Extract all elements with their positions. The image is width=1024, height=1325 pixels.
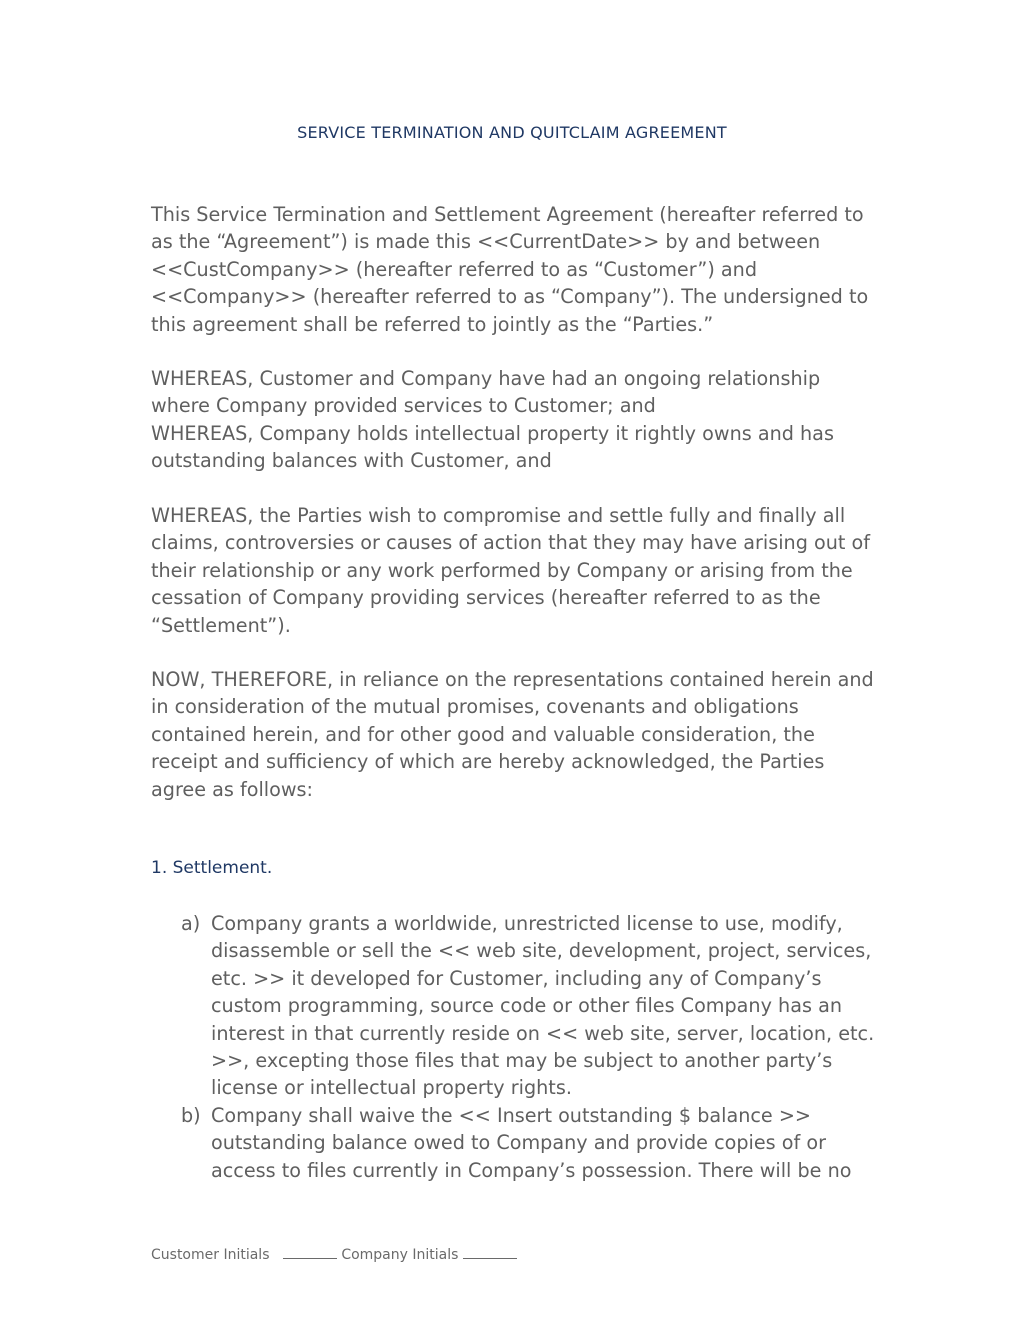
list-item-text: Company shall waive the << Insert outstanding $ balance >> outstanding balance owed to Company and provide copies of or access to files currently in Company’s possession. There will be no: [211, 1103, 852, 1182]
document-title: SERVICE TERMINATION AND QUITCLAIM AGREEMENT: [297, 123, 727, 142]
customer-initials-field[interactable]: [283, 1246, 337, 1259]
list-item: [181, 1102, 881, 1184]
list-item-marker: b): [181, 1103, 201, 1127]
list-item-text: Company grants a worldwide, unrestricted license to use, modify, disassemble or sell the << web site, development, project, services, etc. >> it developed for Customer, including any of Company’s custom programming, source code or other files Company has an interest in that currently reside on << web site, server, location, etc. >>, excepting those files that may be subject to another party’s license or intellectual property rights.: [211, 912, 875, 1100]
whereas-block: [151, 365, 881, 475]
customer-initials-label: Customer Initials: [151, 1247, 270, 1263]
whereas-property-paragraph: WHEREAS, Company holds intellectual property it rightly owns and has outstanding balances with Customer, and: [151, 421, 834, 473]
whereas-relationship-paragraph: WHEREAS, Customer and Company have had an ongoing relationship where Company provided services to Customer; and: [151, 367, 821, 418]
company-initials-label: Company Initials: [341, 1247, 459, 1263]
initials-footer: [151, 1246, 517, 1263]
intro-paragraph: This Service Termination and Settlement Agreement (hereafter referred to as the “Agreement”) is made this <<CurrentDate>> by and between <<CustCompany>> (hereafter referred to as “Customer”) and <<Company>> (hereafter referred to as “Company”). The undersigned to this agreement shall be referred to jointly as the “Parties.”: [151, 203, 869, 336]
list-item-marker: a): [181, 912, 201, 935]
list-item: [181, 910, 881, 1102]
section-heading-settlement: 1. Settlement.: [151, 858, 273, 878]
whereas-settlement-paragraph: WHEREAS, the Parties wish to compromise and settle fully and finally all claims, controversies or causes of action that they may have arising out of their relationship or any work performed by Company or arising from the cessation of Company providing services (hereafter referred to as the “Settlement”).: [151, 504, 871, 637]
now-therefore-paragraph: NOW, THEREFORE, in reliance on the representations contained herein and in consideration of the mutual promises, covenants and obligations contained herein, and for other good and valuable consideration, the receipt and sufficiency of which are hereby acknowledged, the Parties agree as follows:: [151, 668, 874, 801]
company-initials-field[interactable]: [463, 1246, 517, 1259]
settlement-subsection-list: [181, 910, 881, 1184]
